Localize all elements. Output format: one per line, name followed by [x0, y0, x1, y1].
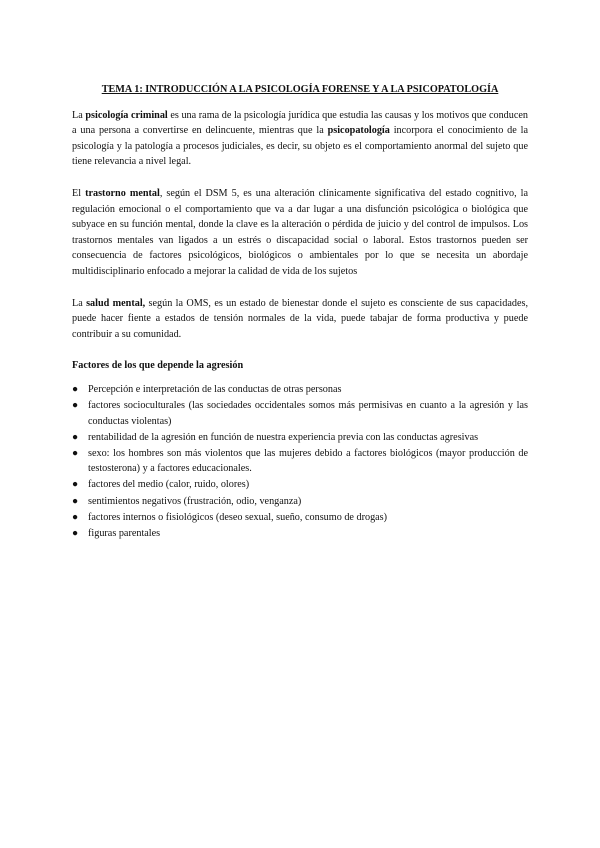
paragraph-text: es una rama de la psicología jurídica que estudia las causas y los motivos que conducen a una persona a convertirse en delincuente, mientras que la [72, 109, 528, 137]
list-item [72, 430, 528, 446]
list-item-text: sexo: los hombres son más violentos que las mujeres debido a factores biológicos (mayor producción de testosterona) y a factores educacionales. [88, 447, 528, 475]
term-salud-mental: salud mental, [86, 297, 146, 309]
bullet-icon: ● [72, 400, 79, 411]
bullet-icon: ● [72, 527, 79, 539]
document-title: TEMA 1: INTRODUCCIÓN A LA PSICOLOGÍA FORENSE Y A LA PSICOPATOLOGÍA [101, 84, 499, 95]
list-item [72, 398, 528, 429]
bullet-icon: ● [72, 447, 79, 459]
bullet-icon: ● [72, 495, 79, 507]
list-item-text: figuras parentales [88, 527, 161, 539]
paragraph-text: El [72, 187, 86, 199]
factors-heading: Factores de los que depende la agresión [72, 360, 244, 372]
factors-list [72, 382, 528, 541]
list-item [72, 382, 528, 398]
bullet-icon: ● [72, 431, 79, 443]
bullet-icon: ● [72, 383, 79, 395]
list-item [72, 477, 528, 493]
paragraph-psicologia-criminal [72, 108, 528, 170]
paragraph-salud-mental [72, 296, 528, 343]
bullet-icon: ● [72, 479, 79, 491]
paragraph-text: , según el DSM 5, es una alteración clínicamente significativa del estado cognitivo, la regulación emocional o el comportamiento que va a dar lugar a una disfunción psicológica o biológica que subyace en su función mental, donde la clave es la alteración o pérdida de juicio y del control de impulsos. Los trastornos mentales van ligados a un estrés o discapacidad social o laboral. Estos trastornos pueden ser consecuencia de factores psicológicos, biológicos o ambientales por lo que se necesita un abordaje multidisciplinario enfocado a mejorar la calidad de vida de los sujetos [72, 187, 528, 277]
list-item-text: factores socioculturales (las sociedades occidentales somos más permisivas en cuanto a la agresión y las conductas violentas) [88, 400, 528, 427]
term-trastorno-mental: trastorno mental [85, 187, 160, 199]
paragraph-text: La [72, 109, 86, 121]
list-item [72, 494, 528, 510]
paragraph-text: según la OMS, es un estado de bienestar donde el sujeto es consciente de sus capacidades, puede hacer fiente a estados de tensión normales de la vida, puede tabajar de forma productiva y puede contribuir a su comunidad. [72, 297, 528, 340]
list-item [72, 526, 528, 542]
list-item [72, 510, 528, 526]
list-item [72, 446, 528, 477]
list-item-text: rentabilidad de la agresión en función de nuestra experiencia previa con las conductas agresivas [88, 431, 479, 443]
term-psicopatologia: psicopatología [327, 125, 390, 137]
list-item-text: sentimientos negativos (frustración, odio, venganza) [88, 495, 302, 507]
bullet-icon: ● [72, 511, 79, 523]
list-item-text: factores internos o fisiológicos (deseo sexual, sueño, consumo de drogas) [88, 511, 388, 523]
paragraph-text: La [72, 297, 87, 309]
list-item-text: factores del medio (calor, ruido, olores) [88, 479, 250, 491]
paragraph-text: incorpora el conocimiento de la psicología y la patología a procesos judiciales, es decir, su objeto es el comportamiento anormal del sujeto que tiene relevancia a nivel legal. [72, 125, 528, 168]
term-psicologia-criminal: psicología criminal [85, 109, 168, 121]
paragraph-trastorno-mental [72, 186, 528, 280]
list-item-text: Percepción e interpretación de las conductas de otras personas [88, 383, 342, 395]
document-body [72, 82, 528, 542]
